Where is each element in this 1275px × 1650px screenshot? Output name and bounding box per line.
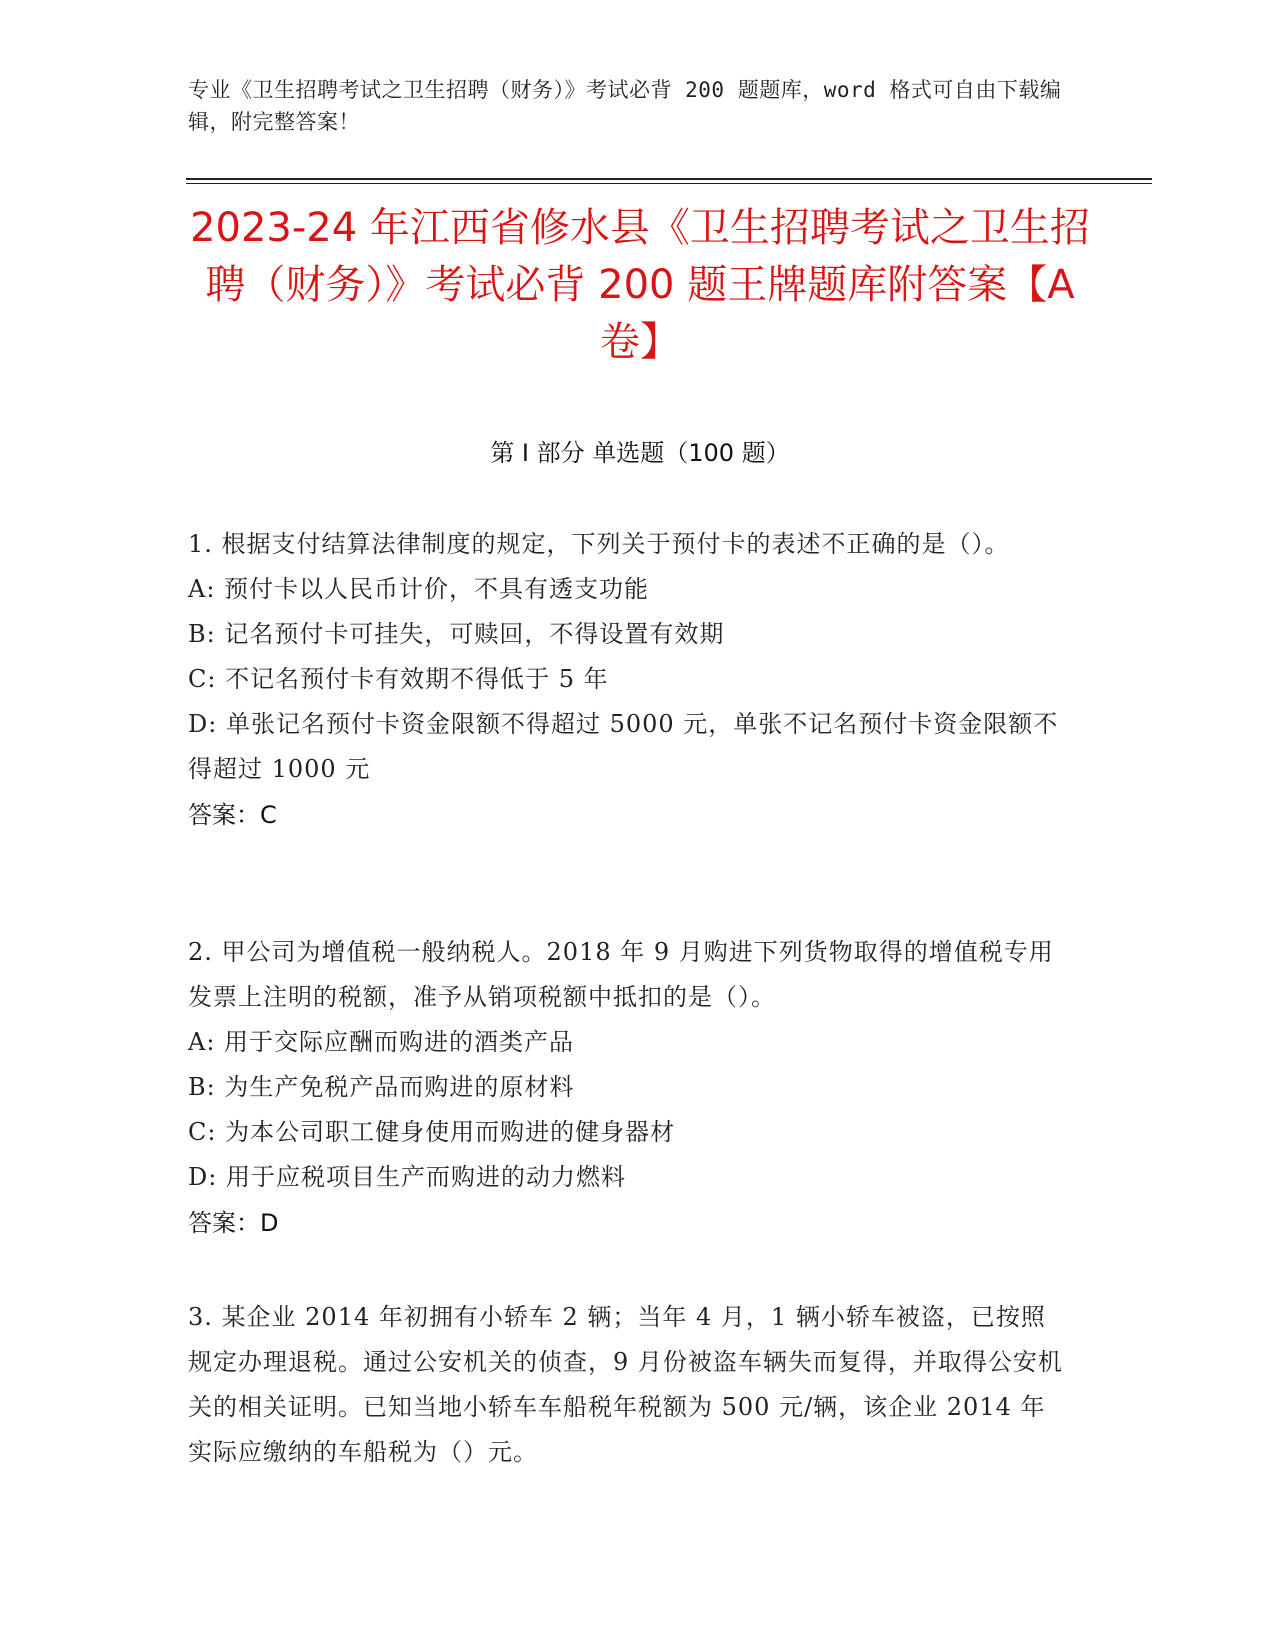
option-d: D: 用于应税项目生产而购进的动力燃料 (188, 1163, 626, 1191)
option-c: C: 为本公司职工健身使用而购进的健身器材 (188, 1118, 676, 1146)
question-2 (188, 930, 1068, 1246)
question-1 (188, 522, 1068, 838)
question-stem: 3. 某企业 2014 年初拥有小轿车 2 辆；当年 4 月，1 辆小轿车被盗，已按照规定办理退税。通过公安机关的侦查，9 月份被盗车辆失而复得，并取得公安机关的相关证明。已知当地小轿车车船税年税额为 500 元/辆，该企业 2014 年实际应缴纳的车船税为（）元。 (188, 1303, 1063, 1466)
section-title: 第 I 部分 单选题（100 题） (490, 439, 790, 467)
document-title: 2023-24 年江西省修水县《卫生招聘考试之卫生招聘（财务）》考试必背 200 题王牌题库附答案【A 卷】 (190, 205, 1090, 365)
option-d: D: 单张记名预付卡资金限额不得超过 5000 元，单张不记名预付卡资金限额不得超过 1000 元 (188, 710, 1059, 783)
option-c: C: 不记名预付卡有效期不得低于 5 年 (188, 665, 609, 693)
header-divider-thin (186, 183, 1152, 184)
option-a: A: 用于交际应酬而购进的酒类产品 (188, 1028, 575, 1056)
option-b: B: 为生产免税产品而购进的原材料 (188, 1073, 575, 1101)
header-divider-thick (186, 178, 1152, 180)
option-a: A: 预付卡以人民币计价，不具有透支功能 (188, 575, 650, 603)
answer: 答案：C (188, 801, 277, 829)
question-stem: 1. 根据支付结算法律制度的规定，下列关于预付卡的表述不正确的是（）。 (188, 530, 1010, 558)
option-b: B: 记名预付卡可挂失，可赎回，不得设置有效期 (188, 620, 725, 648)
question-stem: 2. 甲公司为增值税一般纳税人。2018 年 9 月购进下列货物取得的增值税专用发票上注明的税额，准予从销项税额中抵扣的是（）。 (188, 938, 1054, 1011)
answer: 答案：D (188, 1209, 279, 1237)
question-3 (188, 1295, 1068, 1475)
header-note: 专业《卫生招聘考试之卫生招聘（财务）》考试必背 200 题题库，word 格式可自由下载编辑，附完整答案！ (188, 78, 1062, 134)
